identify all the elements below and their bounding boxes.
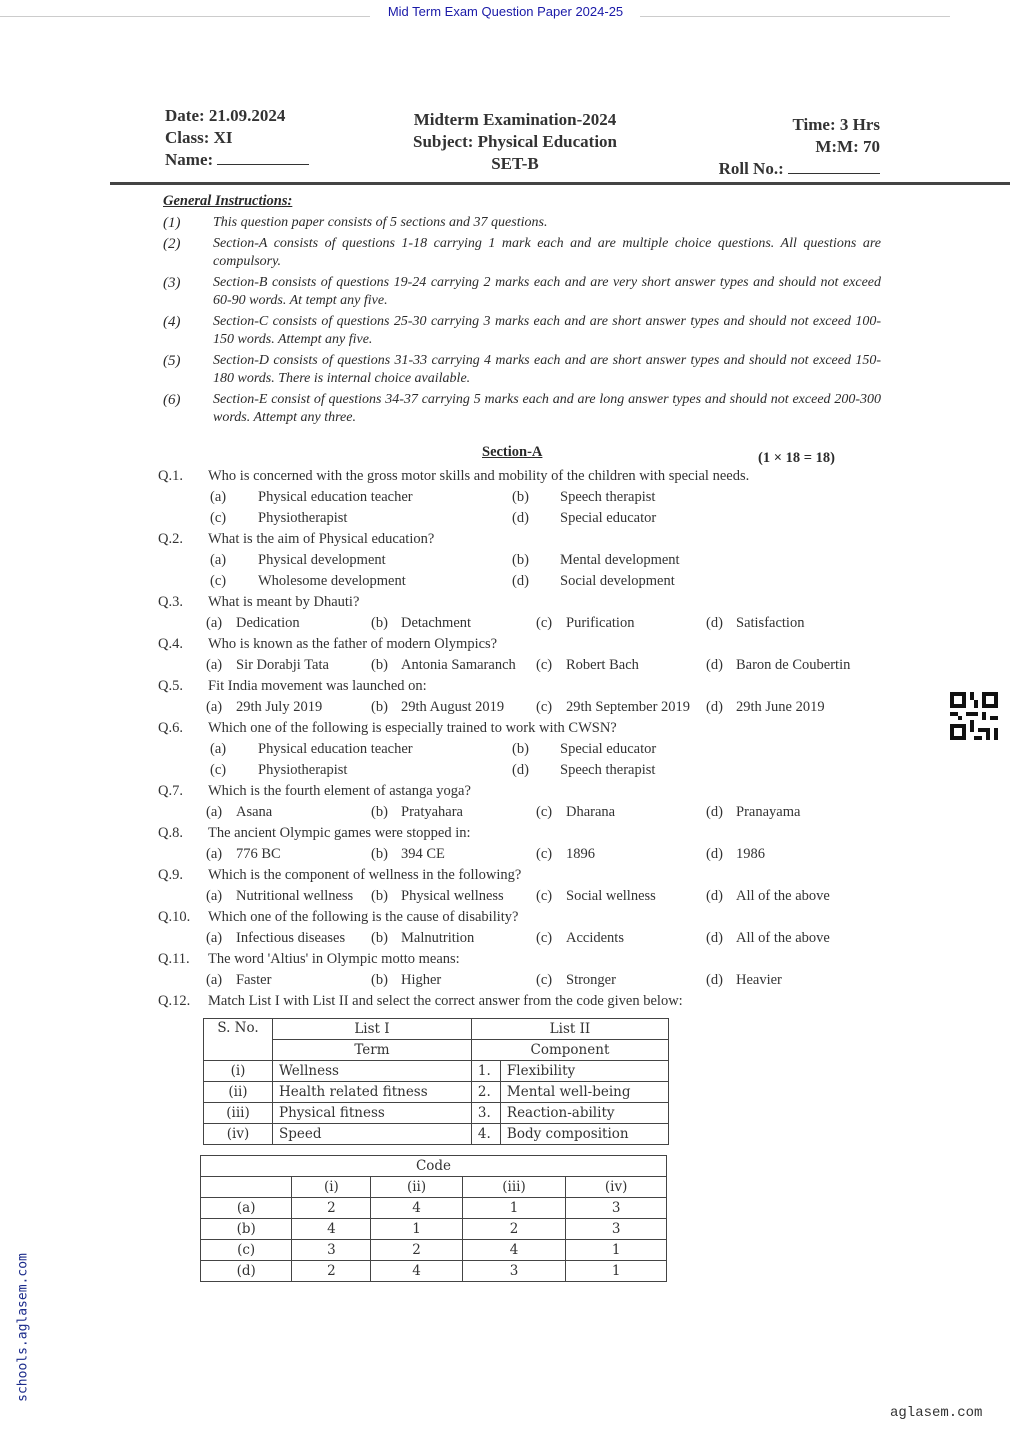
code-column-header: (iii) [462, 1177, 566, 1198]
code-option-label: (b) [201, 1219, 292, 1240]
option-label: (d) [706, 699, 723, 715]
option-text: 1986 [736, 846, 765, 862]
question-number: Q.9. [158, 867, 183, 883]
question-text: Which one of the following is especially trained to work with CWSN? [208, 720, 617, 736]
option-label: (b) [371, 888, 388, 904]
code-option-label: (a) [201, 1198, 292, 1219]
option-label: (c) [536, 972, 553, 988]
option-text: 29th June 2019 [736, 699, 825, 715]
option-label: (c) [536, 888, 553, 904]
row-sno: (iii) [204, 1103, 273, 1124]
option-item [706, 655, 878, 676]
name-field [165, 149, 309, 171]
exam-date: Date: 21.09.2024 [165, 106, 286, 125]
question-number: Q.8. [158, 825, 183, 841]
question-row [158, 823, 878, 844]
option-label: (b) [371, 699, 388, 715]
option-text: Antonia Samaranch [401, 657, 516, 673]
option-text: Pranayama [736, 804, 801, 820]
option-label: (c) [536, 804, 553, 820]
option-item [206, 844, 371, 865]
row-component: Body composition [500, 1124, 668, 1145]
question-text: Which is the fourth element of astanga yoga? [208, 783, 471, 799]
option-item [371, 613, 536, 634]
question-text: Who is concerned with the gross motor skills and mobility of the children with special needs. [208, 468, 750, 484]
instruction-text: Section-A consists of questions 1-18 carrying 1 mark each and are multiple choice questions. All questions are compulsory. [213, 236, 881, 269]
option-item [371, 802, 536, 823]
instruction-number: (6) [163, 392, 181, 408]
option-text: Asana [236, 804, 273, 820]
code-value: 1 [566, 1261, 667, 1282]
instruction-text: Section-D consists of questions 31-33 carrying 4 marks each and are short answer types and should not exceed 150-180 words. There is internal choice available. [213, 353, 881, 386]
option-text: Special educator [560, 510, 657, 526]
option-text: Detachment [401, 615, 472, 631]
question-text: The word 'Altius' in Olympic motto means: [208, 951, 460, 967]
question-number: Q.11. [158, 951, 190, 967]
question-options [158, 613, 878, 634]
option-label: (d) [706, 615, 723, 631]
instruction-text: This question paper consists of 5 sections and 37 questions. [213, 215, 548, 230]
option-label: (b) [371, 615, 388, 631]
header-left [165, 105, 309, 171]
option-label: (a) [210, 741, 227, 757]
option-item [706, 802, 878, 823]
option-text: Social development [560, 573, 675, 589]
section-a-heading [160, 444, 860, 466]
option-item [512, 487, 812, 508]
option-item [206, 697, 371, 718]
question-item [158, 466, 878, 529]
question-options [158, 697, 878, 718]
option-item [371, 970, 536, 991]
instructions-list [163, 214, 881, 427]
question-row [158, 991, 878, 1012]
option-label: (a) [210, 552, 227, 568]
instruction-item [163, 214, 881, 232]
option-text: All of the above [736, 930, 830, 946]
option-label: (d) [706, 657, 723, 673]
instruction-item [163, 274, 881, 310]
question-row [158, 634, 878, 655]
option-label: (d) [512, 762, 529, 778]
option-text: Robert Bach [566, 657, 639, 673]
code-option-label: (d) [201, 1261, 292, 1282]
option-item [210, 550, 512, 571]
option-text: Speech therapist [560, 762, 656, 778]
side-watermark: schools.aglasem.com [15, 1253, 31, 1402]
code-value: 2 [462, 1219, 566, 1240]
option-item [371, 655, 536, 676]
question-text: The ancient Olympic games were stopped in: [208, 825, 471, 841]
question-item [158, 676, 878, 718]
footer-watermark: aglasem.com [890, 1405, 983, 1421]
option-item [706, 970, 878, 991]
option-label: (c) [536, 930, 553, 946]
option-text: 394 CE [401, 846, 445, 862]
instruction-text: Section-E consist of questions 34-37 carrying 5 marks each and are long answer types and should not exceed 200-300 words. Attempt any three. [213, 392, 881, 425]
option-label: (a) [206, 972, 223, 988]
option-text: Accidents [566, 930, 624, 946]
question-items [158, 466, 878, 1012]
option-text: Physical education teacher [258, 489, 413, 505]
name-blank [217, 150, 309, 165]
row-number: 4. [471, 1124, 500, 1145]
document-banner: Mid Term Exam Question Paper 2024-25 [387, 4, 624, 19]
option-label: (c) [536, 846, 553, 862]
option-text: Physical wellness [401, 888, 504, 904]
question-options [158, 844, 878, 865]
code-corner [201, 1177, 292, 1198]
option-text: Faster [236, 972, 272, 988]
question-number: Q.3. [158, 594, 183, 610]
general-instructions [163, 192, 881, 430]
question-text: Which is the component of wellness in the following? [208, 867, 522, 883]
instruction-text: Section-B consists of questions 19-24 carrying 2 marks each and are very short answer types and should not exceed 60-90 words. At tempt any five. [213, 275, 881, 308]
roll-blank [788, 159, 880, 174]
code-value: 2 [292, 1198, 371, 1219]
question-text: Fit India movement was launched on: [208, 678, 427, 694]
option-text: All of the above [736, 888, 830, 904]
question-row [158, 907, 878, 928]
row-number: 1. [471, 1061, 500, 1082]
question-item [158, 592, 878, 634]
option-item [210, 760, 512, 781]
banner-rule [0, 16, 370, 17]
option-item [536, 613, 706, 634]
option-item [512, 760, 812, 781]
option-item [206, 613, 371, 634]
exam-subject: Subject: Physical Education [412, 132, 618, 151]
name-label: Name: [165, 150, 214, 169]
option-item [706, 697, 878, 718]
option-item [536, 928, 706, 949]
option-item [536, 886, 706, 907]
question-options [158, 739, 878, 781]
option-item [536, 970, 706, 991]
question-item [158, 781, 878, 823]
option-label: (a) [206, 930, 223, 946]
row-term: Physical fitness [273, 1103, 472, 1124]
qr-code-icon [950, 692, 998, 740]
row-number: 2. [471, 1082, 500, 1103]
code-row [201, 1240, 667, 1261]
option-item [206, 886, 371, 907]
option-item [206, 802, 371, 823]
question-text: Who is known as the father of modern Olympics? [208, 636, 498, 652]
option-label: (a) [210, 489, 227, 505]
instruction-number: (5) [163, 353, 181, 369]
option-item [512, 508, 812, 529]
code-row [201, 1261, 667, 1282]
code-row [201, 1198, 667, 1219]
option-text: Sir Dorabji Tata [236, 657, 329, 673]
question-row [158, 466, 878, 487]
option-text: Pratyahara [401, 804, 463, 820]
option-label: (a) [206, 699, 223, 715]
option-text: Baron de Coubertin [736, 657, 851, 673]
option-item [206, 970, 371, 991]
option-text: Speech therapist [560, 489, 656, 505]
option-text: 29th August 2019 [401, 699, 505, 715]
question-number: Q.5. [158, 678, 183, 694]
option-label: (d) [706, 972, 723, 988]
question-options [158, 655, 878, 676]
option-label: (c) [536, 699, 553, 715]
option-label: (d) [512, 510, 529, 526]
option-item [536, 844, 706, 865]
option-text: Physiotherapist [258, 762, 348, 778]
question-row [158, 718, 878, 739]
option-item [706, 886, 878, 907]
question-number: Q.4. [158, 636, 183, 652]
option-label: (b) [371, 657, 388, 673]
option-item [210, 487, 512, 508]
option-text: Mental development [560, 552, 680, 568]
question-number: Q.7. [158, 783, 183, 799]
option-text: Nutritional wellness [236, 888, 354, 904]
code-value: 3 [566, 1219, 667, 1240]
option-label: (b) [512, 552, 529, 568]
code-value: 4 [462, 1240, 566, 1261]
row-sno: (i) [204, 1061, 273, 1082]
row-number: 3. [471, 1103, 500, 1124]
question-options [158, 550, 878, 592]
question-row [158, 865, 878, 886]
option-item [210, 508, 512, 529]
section-a-marks: (1 × 18 = 18) [758, 450, 835, 466]
option-label: (a) [206, 888, 223, 904]
question-row [158, 781, 878, 802]
option-text: Dedication [236, 615, 300, 631]
row-term: Speed [273, 1124, 472, 1145]
match-table [203, 1018, 669, 1145]
option-item [512, 550, 812, 571]
question-item [158, 907, 878, 949]
option-label: (c) [210, 573, 227, 589]
option-item [371, 886, 536, 907]
question-options [158, 487, 878, 529]
code-value: 3 [566, 1198, 667, 1219]
option-item [210, 571, 512, 592]
list2-header: List II [471, 1019, 668, 1040]
code-column-header: (i) [292, 1177, 371, 1198]
exam-set: SET-B [491, 154, 539, 173]
option-label: (d) [706, 888, 723, 904]
code-column-header: (iv) [566, 1177, 667, 1198]
row-component: Reaction-ability [500, 1103, 668, 1124]
question-text: Match List I with List II and select the correct answer from the code given below: [208, 993, 683, 1009]
header-center [370, 109, 660, 175]
option-label: (b) [512, 741, 529, 757]
header-right [700, 114, 880, 180]
option-label: (a) [206, 657, 223, 673]
code-value: 3 [462, 1261, 566, 1282]
option-text: Wholesome development [258, 573, 406, 589]
row-term: Wellness [273, 1061, 472, 1082]
code-value: 4 [292, 1219, 371, 1240]
list1-subheader: Term [273, 1040, 472, 1061]
row-sno: (ii) [204, 1082, 273, 1103]
option-label: (c) [210, 510, 227, 526]
option-text: Heavier [736, 972, 782, 988]
option-text: Physiotherapist [258, 510, 348, 526]
question-item [158, 949, 878, 991]
list2-subheader: Component [471, 1040, 668, 1061]
option-item [706, 613, 878, 634]
option-label: (b) [371, 846, 388, 862]
question-row [158, 529, 878, 550]
option-label: (c) [536, 657, 553, 673]
option-item [536, 655, 706, 676]
banner-rule [640, 16, 950, 17]
option-item [536, 802, 706, 823]
question-number: Q.2. [158, 531, 183, 547]
instruction-text: Section-C consists of questions 25-30 carrying 3 marks each and are short answer types and should not exceed 100-150 words. Attempt any five. [213, 314, 881, 347]
match-row [204, 1082, 669, 1103]
code-title: Code [201, 1156, 667, 1177]
question-item [158, 529, 878, 592]
instruction-item [163, 391, 881, 427]
option-text: Satisfaction [736, 615, 805, 631]
option-text: Dharana [566, 804, 616, 820]
question-item [158, 991, 878, 1012]
code-table [200, 1155, 667, 1282]
instruction-item [163, 235, 881, 271]
option-text: Purification [566, 615, 635, 631]
option-item [706, 928, 878, 949]
exam-title: Midterm Examination-2024 [413, 110, 617, 129]
option-item [706, 844, 878, 865]
option-item [371, 697, 536, 718]
row-component: Flexibility [500, 1061, 668, 1082]
option-label: (d) [706, 846, 723, 862]
option-text: 29th September 2019 [566, 699, 691, 715]
question-options [158, 802, 878, 823]
question-item [158, 823, 878, 865]
option-text: 776 BC [236, 846, 281, 862]
option-label: (b) [512, 489, 529, 505]
option-text: Physical education teacher [258, 741, 413, 757]
option-label: (a) [206, 615, 223, 631]
question-number: Q.6. [158, 720, 183, 736]
option-item [512, 739, 812, 760]
question-text: What is meant by Dhauti? [208, 594, 360, 610]
question-item [158, 865, 878, 907]
option-item [206, 928, 371, 949]
question-item [158, 718, 878, 781]
question-number: Q.10. [158, 909, 191, 925]
option-label: (c) [210, 762, 227, 778]
exam-time: Time: 3 Hrs [792, 115, 880, 134]
code-value: 4 [371, 1261, 462, 1282]
option-text: Physical development [258, 552, 386, 568]
instruction-item [163, 313, 881, 349]
question-row [158, 592, 878, 613]
code-value: 2 [371, 1240, 462, 1261]
option-item [210, 739, 512, 760]
exam-class: Class: XI [165, 128, 233, 147]
option-item [512, 571, 812, 592]
option-text: Infectious diseases [236, 930, 346, 946]
code-value: 1 [566, 1240, 667, 1261]
option-text: Malnutrition [401, 930, 475, 946]
option-text: Higher [401, 972, 442, 988]
code-option-label: (c) [201, 1240, 292, 1261]
sno-header: S. No. [204, 1019, 273, 1061]
code-value: 2 [292, 1261, 371, 1282]
question-row [158, 949, 878, 970]
question-options [158, 970, 878, 991]
code-row [201, 1219, 667, 1240]
option-label: (a) [206, 804, 223, 820]
section-a-title: Section-A [482, 444, 543, 460]
option-text: 1896 [566, 846, 595, 862]
code-value: 1 [371, 1219, 462, 1240]
option-label: (b) [371, 930, 388, 946]
instruction-number: (2) [163, 236, 181, 252]
option-label: (b) [371, 804, 388, 820]
option-label: (c) [536, 615, 553, 631]
row-term: Health related fitness [273, 1082, 472, 1103]
option-item [206, 655, 371, 676]
question-list [158, 466, 878, 1282]
roll-field [700, 158, 880, 180]
question-item [158, 634, 878, 676]
option-item [371, 844, 536, 865]
option-label: (d) [512, 573, 529, 589]
instruction-number: (1) [163, 215, 181, 231]
option-text: Stronger [566, 972, 616, 988]
question-text: What is the aim of Physical education? [208, 531, 435, 547]
question-options [158, 928, 878, 949]
match-row [204, 1061, 669, 1082]
code-value: 1 [462, 1198, 566, 1219]
match-row [204, 1124, 669, 1145]
list1-header: List I [273, 1019, 472, 1040]
option-label: (d) [706, 930, 723, 946]
code-column-header: (ii) [371, 1177, 462, 1198]
match-row [204, 1103, 669, 1124]
max-marks: M:M: 70 [815, 137, 880, 156]
question-row [158, 676, 878, 697]
option-item [536, 697, 706, 718]
header-divider [110, 182, 1010, 185]
instruction-number: (4) [163, 314, 181, 330]
row-component: Mental well-being [500, 1082, 668, 1103]
question-number: Q.1. [158, 468, 183, 484]
option-label: (d) [706, 804, 723, 820]
roll-label: Roll No.: [718, 159, 784, 178]
option-text: Social wellness [566, 888, 656, 904]
row-sno: (iv) [204, 1124, 273, 1145]
option-item [371, 928, 536, 949]
option-text: 29th July 2019 [236, 699, 323, 715]
question-number: Q.12. [158, 993, 191, 1009]
instruction-item [163, 352, 881, 388]
instruction-number: (3) [163, 275, 181, 291]
question-options [158, 886, 878, 907]
question-text: Which one of the following is the cause of disability? [208, 909, 519, 925]
option-label: (a) [206, 846, 223, 862]
option-label: (b) [371, 972, 388, 988]
option-text: Special educator [560, 741, 657, 757]
code-value: 3 [292, 1240, 371, 1261]
instructions-title: General Instructions: [163, 193, 293, 209]
code-value: 4 [371, 1198, 462, 1219]
